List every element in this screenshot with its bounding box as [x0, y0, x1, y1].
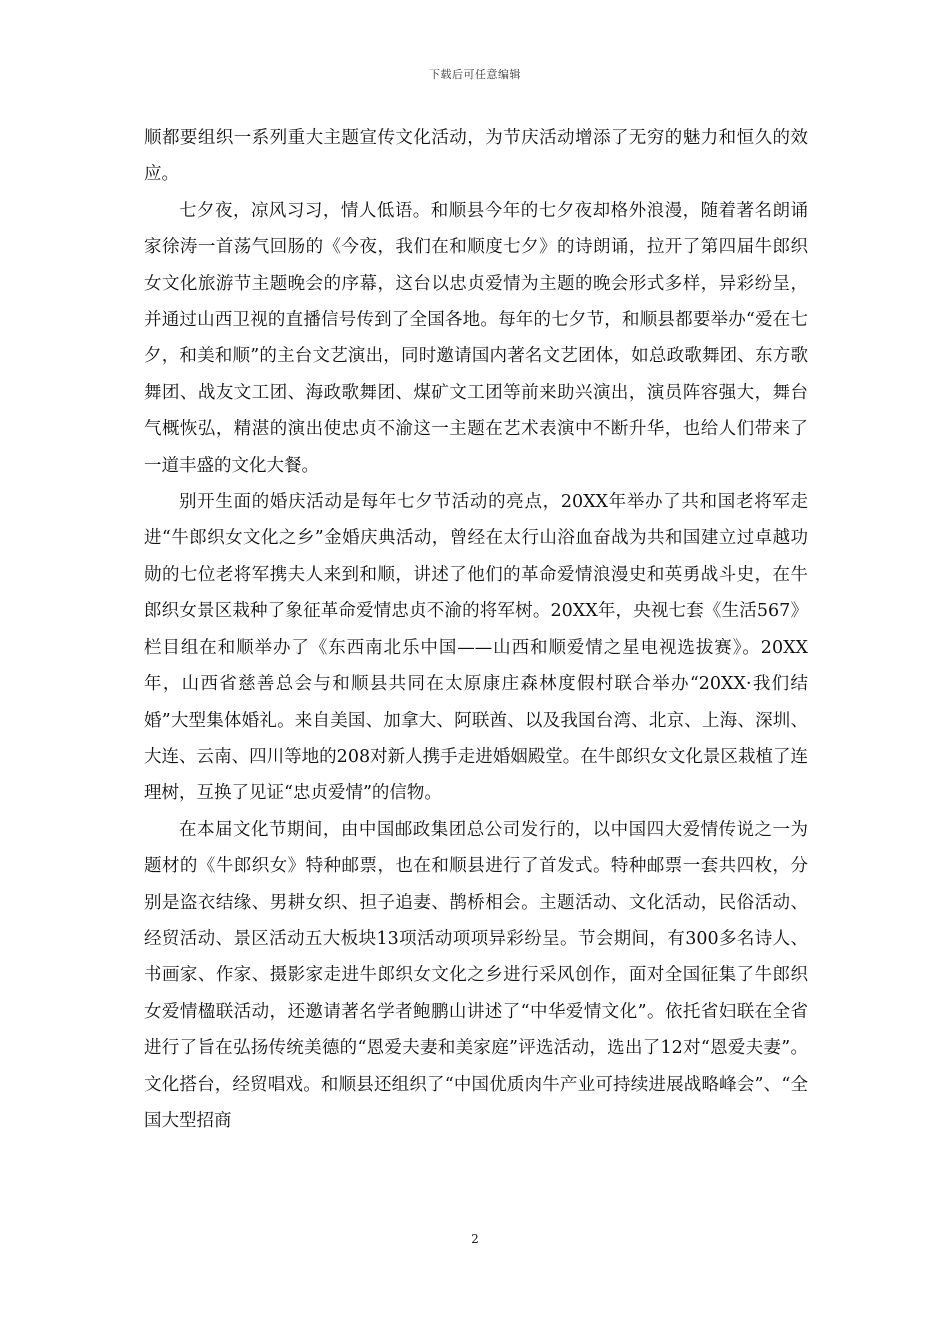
document-body — [144, 120, 808, 1139]
paragraph-wedding-events: 别开生面的婚庆活动是每年七夕节活动的亮点，20XX年举办了共和国老将军走进“牛郎织女文化之乡”金婚庆典活动，曾经在太行山浴血奋战为共和国建立过卓越功勋的七位老将军携夫人来到和顺，讲述了他们的革命爱情浪漫史和英勇战斗史，在牛郎织女景区栽种了象征革命爱情忠贞不渝的将军树。20XX年，央视七套《生活567》栏目组在和顺举办了《东西南北乐中国——山西和顺爱情之星电视选拔赛》。20XX年，山西省慈善总会与和顺县共同在太原康庄森林度假村联合举办“20XX·我们结婚”大型集体婚礼。来自美国、加拿大、阿联酋、以及我国台湾、北京、上海、深圳、大连、云南、四川等地的208对新人携手走进婚姻殿堂。在牛郎织女文化景区栽植了连理树，互换了见证“忠贞爱情”的信物。 — [144, 492, 808, 804]
paragraph-culture-festival: 在本届文化节期间，由中国邮政集团总公司发行的，以中国四大爱情传说之一为题材的《牛郎织女》特种邮票，也在和顺县进行了首发式。特种邮票一套共四枚，分别是盗衣结缘、男耕女织、担子追妻、鹊桥相会。主题活动、文化活动，民俗活动、经贸活动、景区活动五大板块13项活动项项异彩纷呈。节会期间，有300多名诗人、书画家、作家、摄影家走进牛郎织女文化之乡进行采风创作，面对全国征集了牛郎织女爱情楹联活动，还邀请著名学者鲍鹏山讲述了“中华爱情文化”。依托省妇联在全省进行了旨在弘扬传统美德的“恩爱夫妻和美家庭”评选活动，选出了12对“恩爱夫妻”。文化搭台，经贸唱戏。和顺县还组织了“中国优质肉牛产业可持续进展战略峰会”、“全国大型招商 — [144, 819, 808, 1131]
page-header: 下载后可任意编辑 — [429, 68, 521, 81]
paragraph-qixi-night: 七夕夜，凉风习习，情人低语。和顺县今年的七夕夜却格外浪漫，随着著名朗诵家徐涛一首荡气回肠的《今夜，我们在和顺度七夕》的诗朗诵，拉开了第四届牛郎织女文化旅游节主题晚会的序幕，这台以忠贞爱情为主题的晚会形式多样，异彩纷呈，并通过山西卫视的直播信号传到了全国各地。每年的七夕节，和顺县都要举办“爱在七夕，和美和顺”的主台文艺演出，同时邀请国内著名文艺团体，如总政歌舞团、东方歌舞团、战友文工团、海政歌舞团、煤矿文工团等前来助兴演出，演员阵容强大，舞台气概恢弘，精湛的演出使忠贞不渝这一主题在艺术表演中不断升华，也给人们带来了一道丰盛的文化大餐。 — [144, 200, 808, 476]
paragraph-continuation: 顺都要组织一系列重大主题宣传文化活动，为节庆活动增添了无穷的魅力和恒久的效应。 — [144, 128, 808, 185]
page-number: 2 — [471, 1232, 479, 1246]
